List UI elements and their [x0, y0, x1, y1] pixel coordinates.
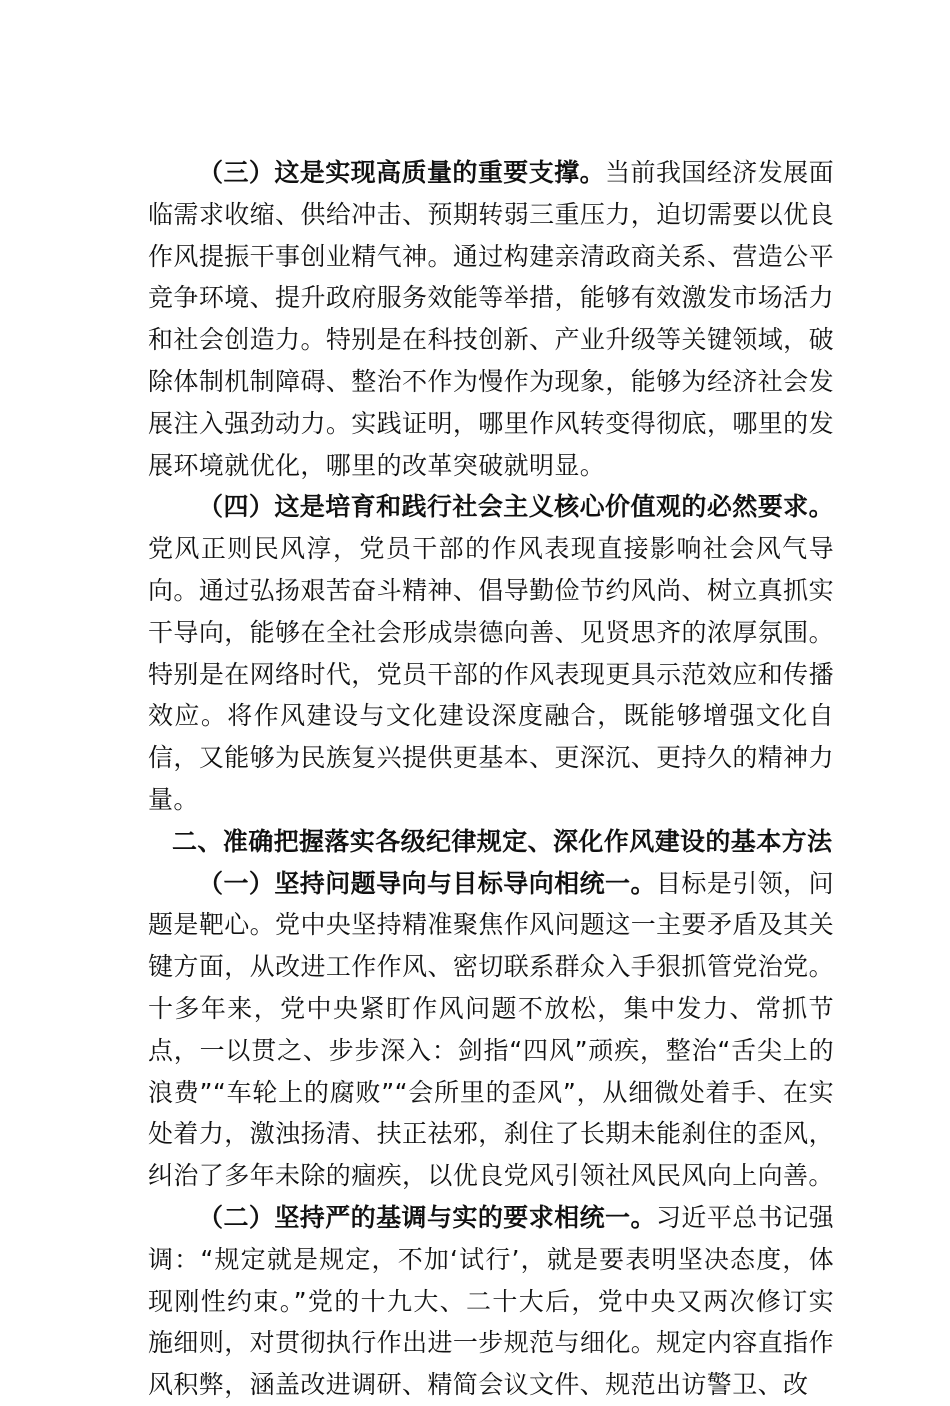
section-heading: 二、准确把握落实各级纪律规定、深化作风建设的基本方法: [172, 826, 833, 856]
section-paragraph-one-lead: （一）坚持问题导向与目标导向相统一。: [198, 868, 656, 898]
section-paragraph-one: [148, 863, 834, 1197]
paragraph-three-body: 当前我国经济发展面临需求收缩、供给冲击、预期转弱三重压力，迫切需要以优良作风提振干事创业精气神。通过构建亲清政商关系、营造公平竞争环境、提升政府服务效能等举措，能够有效激发市场活力和社会创造力。特别是在科技创新、产业升级等关键领域，破除体制机制障碍、整治不作为慢作为现象，能够为经济社会发展注入强劲动力。实践证明，哪里作风转变得彻底，哪里的发展环境就优化，哪里的改革突破就明显。: [148, 158, 834, 480]
paragraph-four-lead: （四）这是培育和践行社会主义核心价值观的必然要求。: [198, 492, 834, 522]
paragraph-four: [148, 486, 834, 820]
paragraph-three: [148, 152, 834, 486]
section-paragraph-two: [148, 1197, 834, 1406]
paragraph-four-body: 党风正则民风淳，党员干部的作风表现直接影响社会风气导向。通过弘扬艰苦奋斗精神、倡导勤俭节约风尚、树立真抓实干导向，能够在全社会形成崇德向善、见贤思齐的浓厚氛围。特别是在网络时代，党员干部的作风表现更具示范效应和传播效应。将作风建设与文化建设深度融合，既能够增强文化自信，又能够为民族复兴提供更基本、更深沉、更持久的精神力量。: [148, 534, 834, 814]
section-paragraph-one-body: 目标是引领，问题是靶心。党中央坚持精准聚焦作风问题这一主要矛盾及其关键方面，从改进工作作风、密切联系群众入手狠抓管党治党。十多年来，党中央紧盯作风问题不放松，集中发力、常抓节点，一以贯之、步步深入：剑指“四风”顽疾，整治“舌尖上的浪费”“车轮上的腐败”“会所里的歪风”，从细微处着手、在实处着力，激浊扬清、扶正祛邪，刹住了长期未能刹住的歪风，纠治了多年未除的痼疾，以优良党风引领社风民风向上向善。: [148, 868, 834, 1191]
paragraph-three-lead: （三）这是实现高质量的重要支撑。: [198, 158, 606, 187]
section-paragraph-two-body: 习近平总书记强调：“规定就是规定，不加‘试行’，就是要表明坚决态度，体现刚性约束。”党的十九大、二十大后，党中央又两次修订实施细则，对贯彻执行作出进一步规范与细化。规定内容直指作风积弊，涵盖改进调研、精简会议文件、规范出访警卫、改: [148, 1202, 834, 1400]
document-body: [148, 152, 834, 1406]
section-paragraph-two-lead: （二）坚持严的基调与实的要求相统一。: [198, 1202, 656, 1232]
